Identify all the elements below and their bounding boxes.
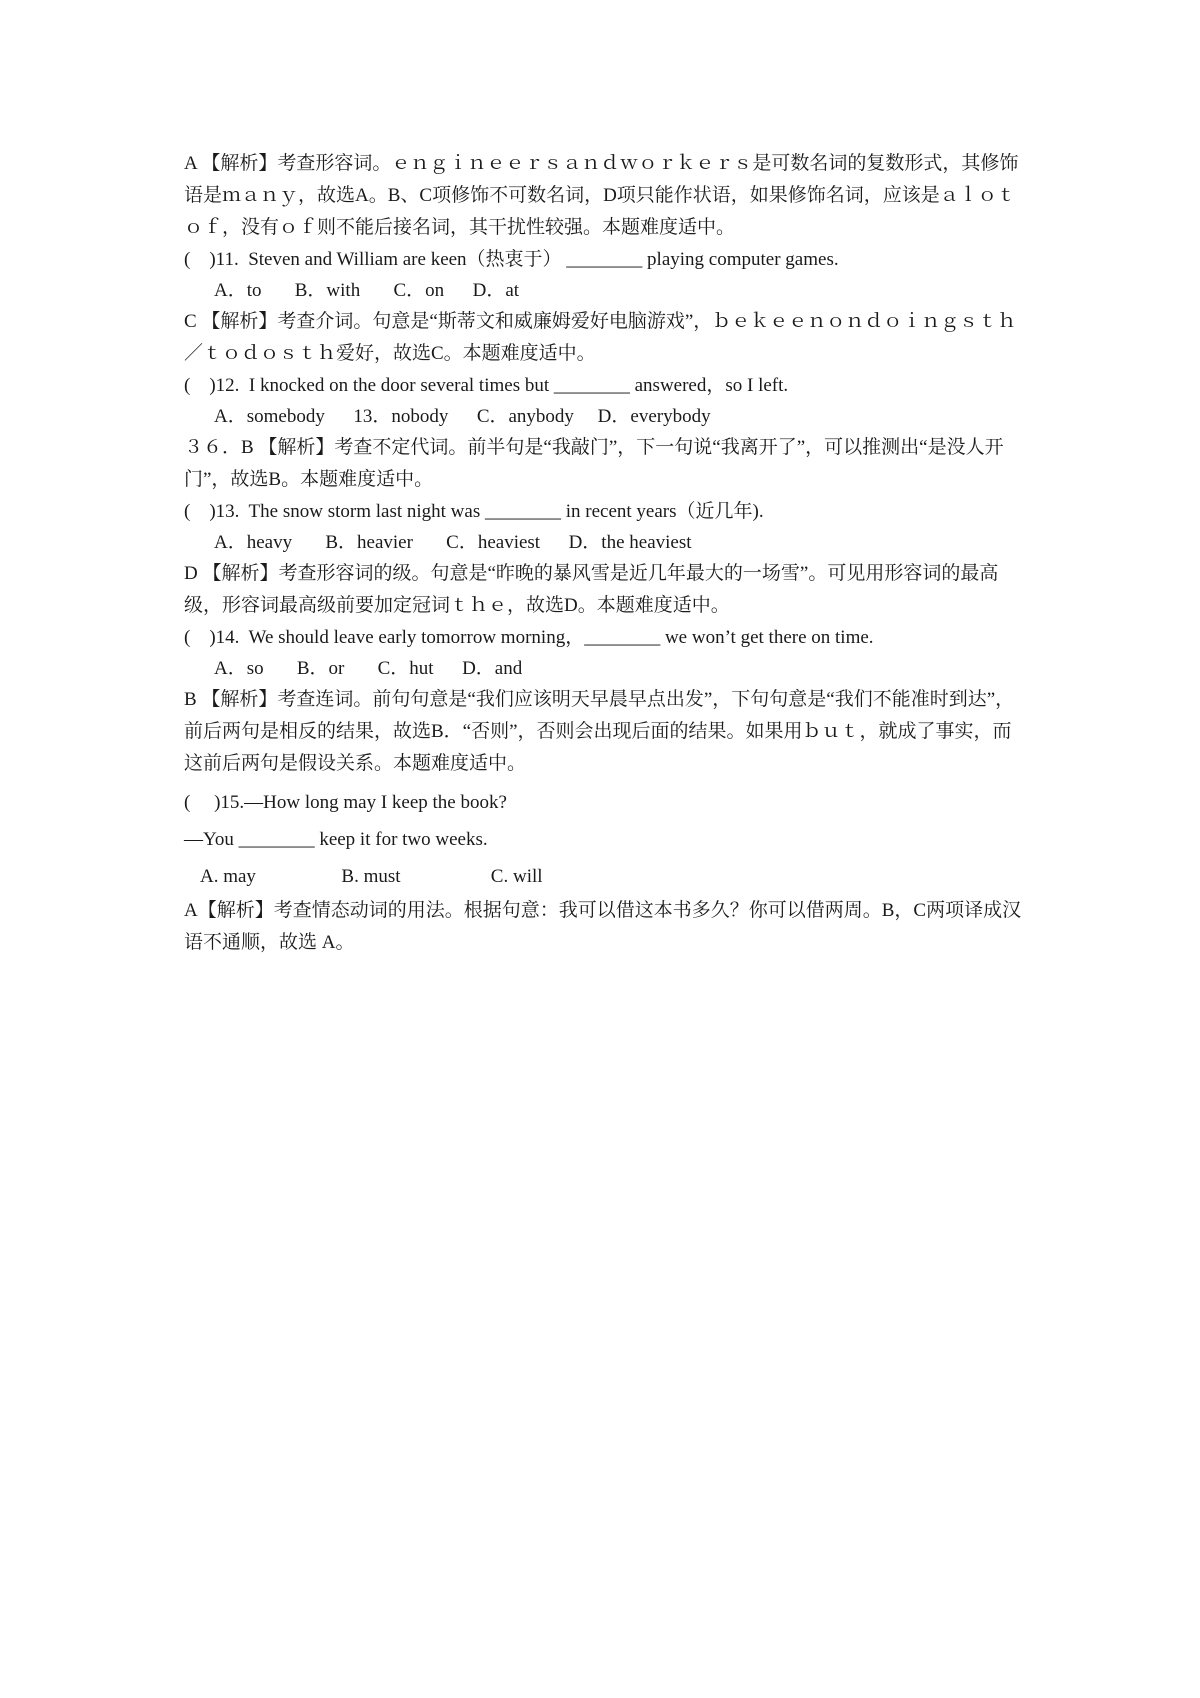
question-14: ( )14. We should leave early tomorrow morning，________ we won’t get there on time. bbox=[184, 627, 874, 648]
explanation-11: C 【解析】考查介词。句意是“斯蒂文和威廉姆爱好电脑游戏”，ｂｅｋｅｅｎｏｎｄｏｉｎｇｓｔｈ／ｔｏｄｏｓｔｈ爱好，故选C。本题难度适中。 bbox=[184, 311, 1017, 364]
explanation-14: B 【解析】考查连词。前句句意是“我们应该明天早晨早点出发”，下句句意是“我们不能准时到达”，前后两句是相反的结果，故选B．“否则”，否则会出现后面的结果。如果用ｂｕｔ，就成了事实，而这前后两句是假设关系。本题难度适中。 bbox=[184, 689, 1015, 774]
document-page bbox=[184, 148, 1029, 959]
options-15: A. may B. must C. will bbox=[200, 866, 543, 887]
options-13: A．heavy B．heavier C．heaviest D．the heaviest bbox=[214, 532, 692, 553]
options-12: A．somebody 13．nobody C．anybody D．everybody bbox=[214, 406, 711, 427]
question-15-response: —You ________ keep it for two weeks. bbox=[184, 829, 488, 850]
question-15: ( )15.—How long may I keep the book? bbox=[184, 792, 507, 813]
explanation-12: ３６．B 【解析】考查不定代词。前半句是“我敲门”，下一句说“我离开了”，可以推测出“是没人开门”，故选B。本题难度适中。 bbox=[184, 437, 1004, 490]
question-11: ( )11. Steven and William are keen（热衷于） ________ playing computer games. bbox=[184, 249, 839, 270]
question-13: ( )13. The snow storm last night was ________ in recent years（近几年). bbox=[184, 501, 764, 522]
question-12: ( )12. I knocked on the door several times but ________ answered，so I left. bbox=[184, 375, 789, 396]
explanation-15: A【解析】考查情态动词的用法。根据句意：我可以借这本书多久？你可以借两周。B，C两项译成汉语不通顺，故选 A。 bbox=[184, 900, 1022, 953]
options-11: A．to B．with C．on D．at bbox=[214, 280, 520, 301]
explanation-10: A 【解析】考查形容词。ｅｎｇｉｎｅｅｒｓａｎｄｗｏｒｋｅｒｓ是可数名词的复数形式，其修饰语是ｍａｎｙ，故选A。B、C项修饰不可数名词，D项只能作状语，如果修饰名词，应该是ａｌｏｔｏｆ，没有ｏｆ则不能后接名词，其干扰性较强。本题难度适中。 bbox=[184, 153, 1019, 238]
explanation-13: D 【解析】考查形容词的级。句意是“昨晚的暴风雪是近几年最大的一场雪”。可见用形容词的最高级，形容词最高级前要加定冠词ｔｈｅ，故选D。本题难度适中。 bbox=[184, 563, 999, 616]
options-14: A．so B．or C．hut D．and bbox=[214, 658, 523, 679]
